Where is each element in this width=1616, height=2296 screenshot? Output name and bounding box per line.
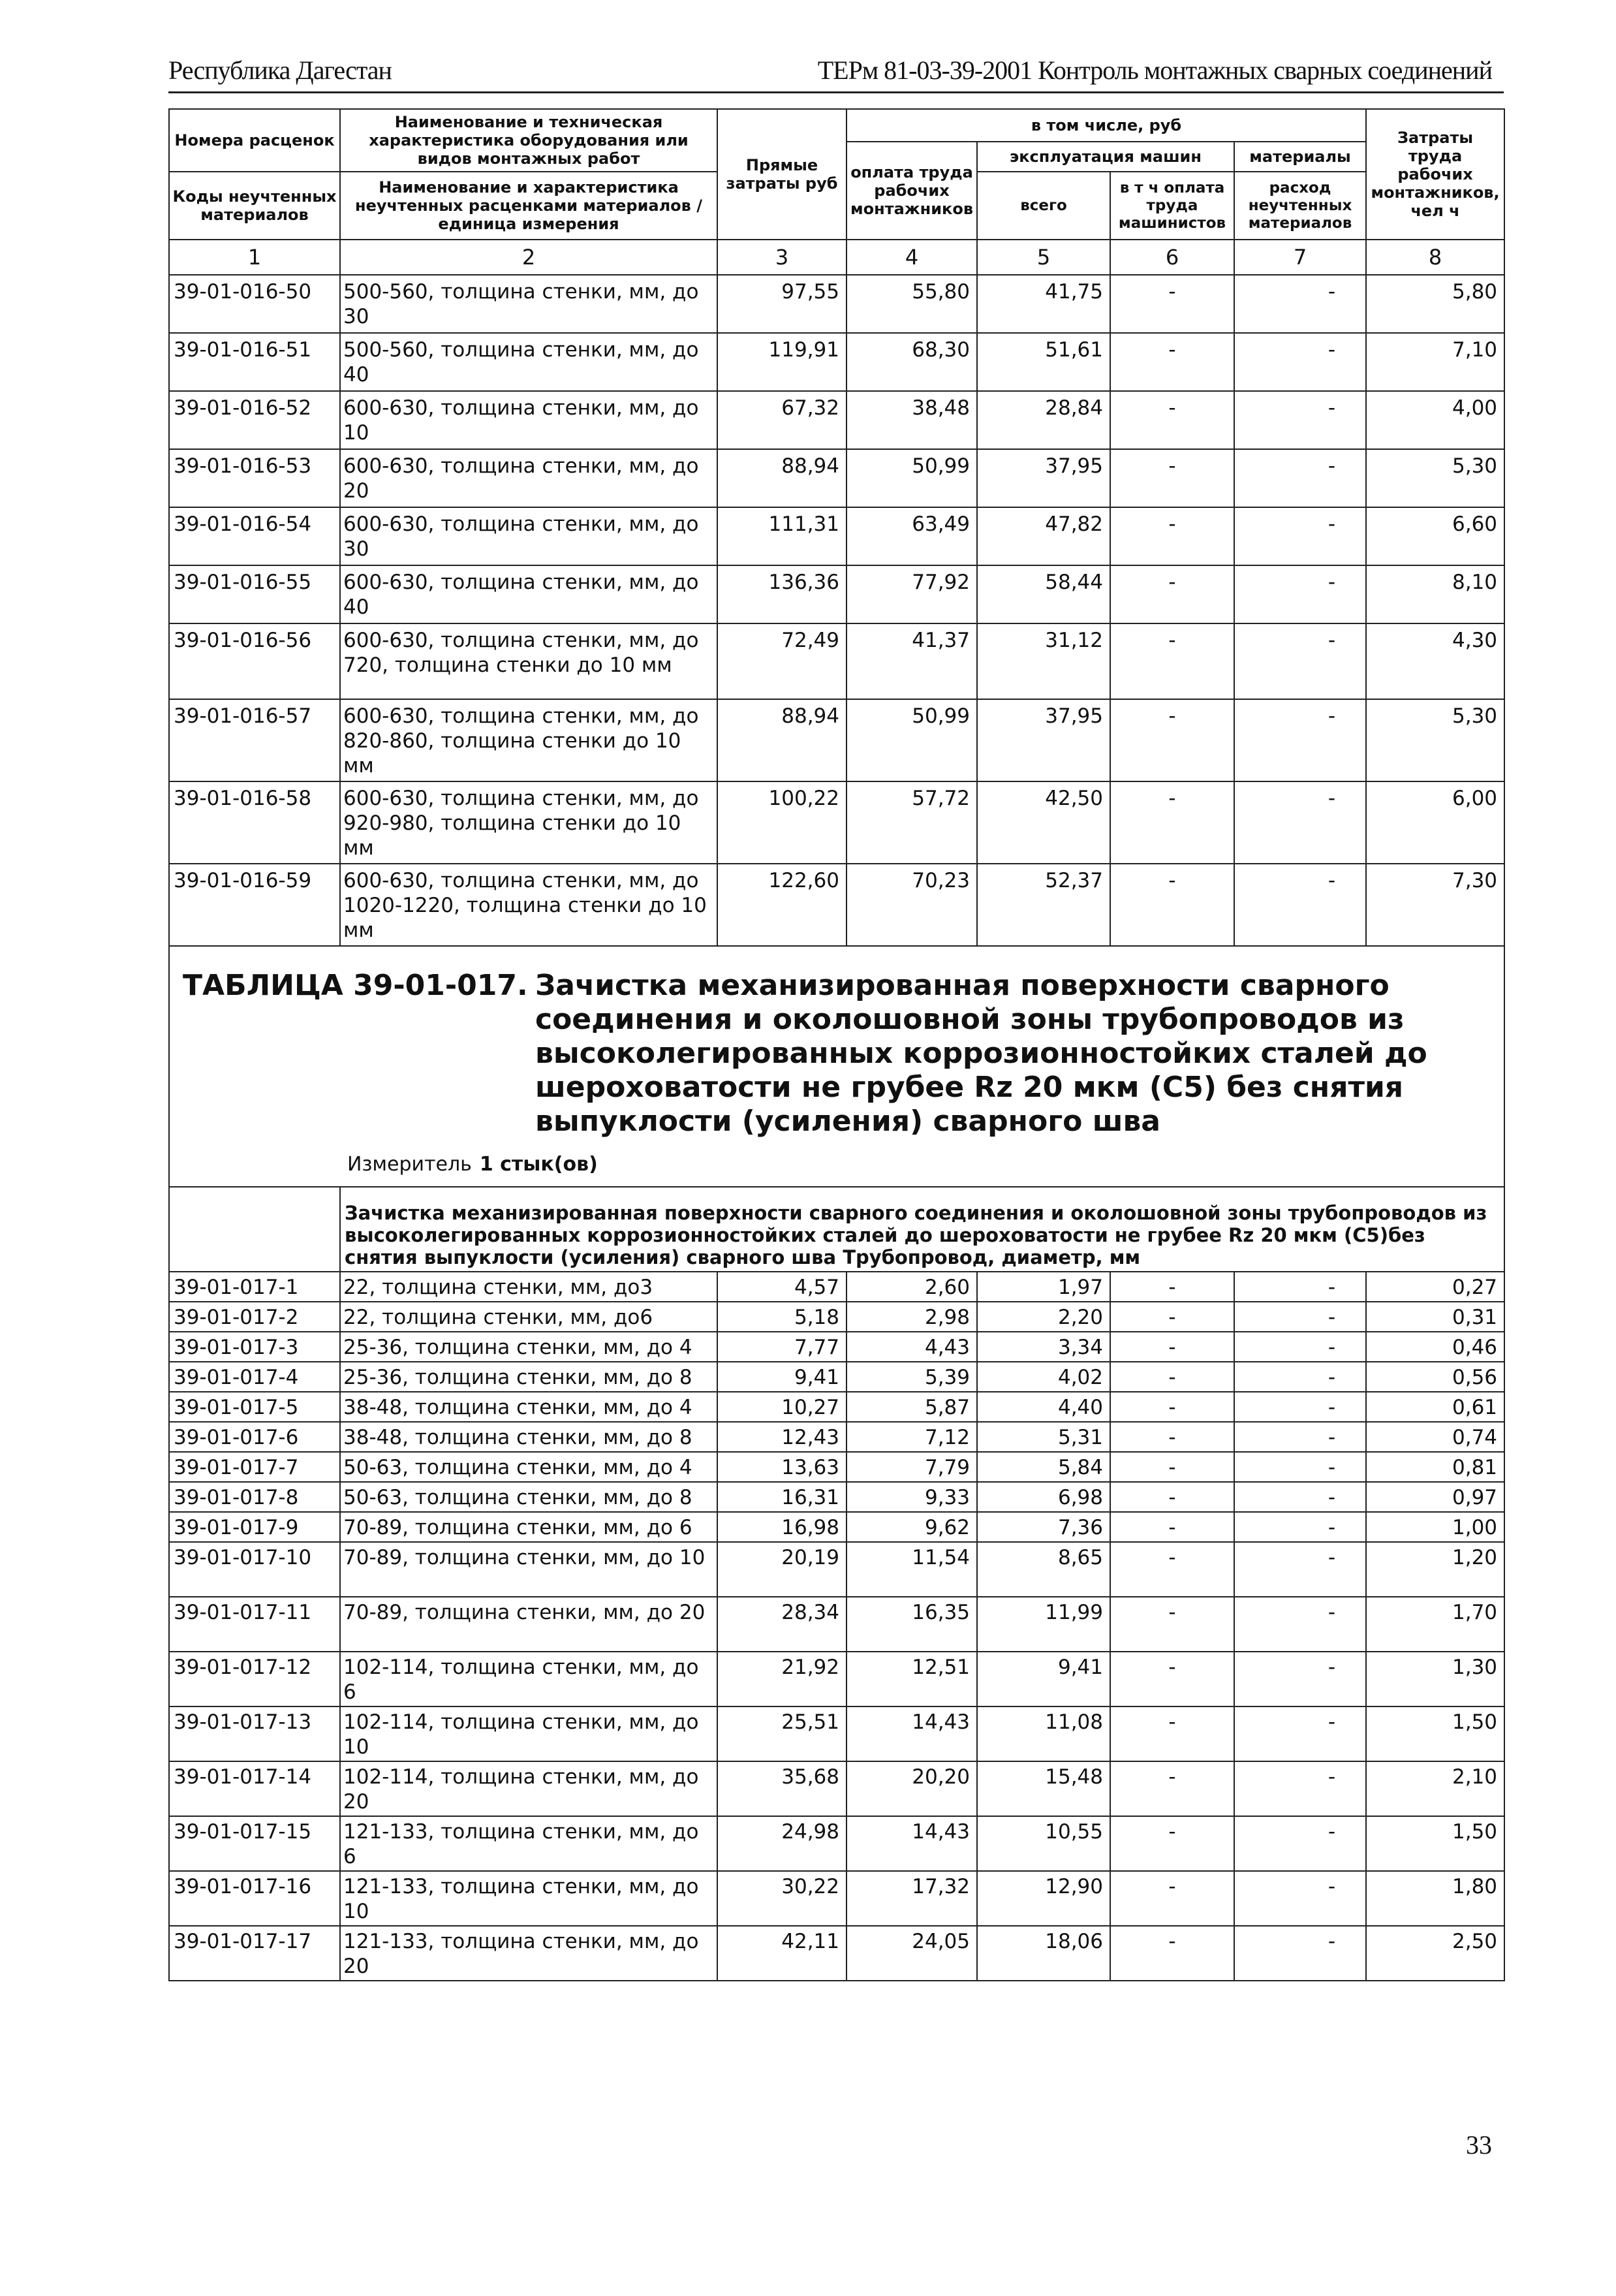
machinists-pay: - bbox=[1110, 623, 1234, 699]
labor-costs: 8,10 bbox=[1366, 565, 1504, 623]
labor-costs: 0,31 bbox=[1366, 1302, 1504, 1332]
worker-pay: 50,99 bbox=[847, 449, 977, 507]
table-row bbox=[169, 1926, 1504, 1981]
table-row bbox=[169, 1512, 1504, 1542]
machinists-pay: - bbox=[1110, 565, 1234, 623]
machinists-pay: - bbox=[1110, 1542, 1234, 1597]
machines-total: 5,84 bbox=[977, 1452, 1110, 1482]
work-description: 600-630, толщина стенки, мм, до 820-860, толщина стенки до 10 мм bbox=[340, 699, 717, 781]
rate-code: 39-01-017-12 bbox=[169, 1652, 340, 1706]
materials-consumption: - bbox=[1234, 781, 1366, 864]
work-description: 600-630, толщина стенки, мм, до 30 bbox=[340, 507, 717, 565]
direct-costs: 30,22 bbox=[717, 1871, 847, 1926]
direct-costs: 122,60 bbox=[717, 864, 847, 946]
machines-total: 37,95 bbox=[977, 449, 1110, 507]
work-description: 70-89, толщина стенки, мм, до 20 bbox=[340, 1597, 717, 1652]
direct-costs: 35,68 bbox=[717, 1761, 847, 1816]
direct-costs: 111,31 bbox=[717, 507, 847, 565]
table-row bbox=[169, 1302, 1504, 1332]
rate-code: 39-01-016-54 bbox=[169, 507, 340, 565]
table-row bbox=[169, 1482, 1504, 1512]
rate-code: 39-01-017-6 bbox=[169, 1422, 340, 1452]
direct-costs: 97,55 bbox=[717, 275, 847, 333]
worker-pay: 7,79 bbox=[847, 1452, 977, 1482]
table-row bbox=[169, 1452, 1504, 1482]
column-number: 2 bbox=[340, 240, 717, 275]
labor-costs: 0,61 bbox=[1366, 1392, 1504, 1422]
work-description: 121-133, толщина стенки, мм, до 20 bbox=[340, 1926, 717, 1981]
materials-consumption: - bbox=[1234, 391, 1366, 449]
direct-costs: 16,31 bbox=[717, 1482, 847, 1512]
machines-total: 11,99 bbox=[977, 1597, 1110, 1652]
machinists-pay: - bbox=[1110, 1926, 1234, 1981]
group-spacer bbox=[169, 1187, 340, 1272]
materials-consumption: - bbox=[1234, 1597, 1366, 1652]
machinists-pay: - bbox=[1110, 1332, 1234, 1362]
materials-consumption: - bbox=[1234, 449, 1366, 507]
machinists-pay: - bbox=[1110, 333, 1234, 391]
rate-code: 39-01-017-10 bbox=[169, 1542, 340, 1597]
measure-label: Измеритель bbox=[347, 1153, 472, 1176]
direct-costs: 10,27 bbox=[717, 1392, 847, 1422]
machines-header: эксплуатация машин bbox=[977, 142, 1234, 172]
table-row bbox=[169, 1272, 1504, 1302]
machines-total: 18,06 bbox=[977, 1926, 1110, 1981]
machinists-pay: - bbox=[1110, 1652, 1234, 1706]
labor-costs: 4,00 bbox=[1366, 391, 1504, 449]
rate-code: 39-01-017-7 bbox=[169, 1452, 340, 1482]
machines-total: 52,37 bbox=[977, 864, 1110, 946]
codes-header: Коды неучтенных материалов bbox=[169, 172, 340, 240]
labor-costs: 0,97 bbox=[1366, 1482, 1504, 1512]
materials-consumption: - bbox=[1234, 275, 1366, 333]
page-number: 33 bbox=[1466, 2130, 1492, 2160]
table-row bbox=[169, 449, 1504, 507]
work-description: 22, толщина стенки, мм, до3 bbox=[340, 1272, 717, 1302]
labor-costs: 1,30 bbox=[1366, 1652, 1504, 1706]
machinists-pay: - bbox=[1110, 1706, 1234, 1761]
worker-pay: 9,62 bbox=[847, 1512, 977, 1542]
labor-costs: 1,20 bbox=[1366, 1542, 1504, 1597]
table-row bbox=[169, 1816, 1504, 1871]
worker-pay: 11,54 bbox=[847, 1542, 977, 1597]
machines-total: 5,31 bbox=[977, 1422, 1110, 1452]
numbers-header: Номера расценок bbox=[169, 109, 340, 172]
labor-costs: 7,30 bbox=[1366, 864, 1504, 946]
column-number: 6 bbox=[1110, 240, 1234, 275]
rate-code: 39-01-017-11 bbox=[169, 1597, 340, 1652]
materials-consumption: - bbox=[1234, 1272, 1366, 1302]
table-row bbox=[169, 1597, 1504, 1652]
table-number: ТАБЛИЦА 39-01-017. bbox=[183, 969, 528, 1002]
work-description: 102-114, толщина стенки, мм, до 20 bbox=[340, 1761, 717, 1816]
direct-costs: 9,41 bbox=[717, 1362, 847, 1392]
materials-consumption: - bbox=[1234, 1452, 1366, 1482]
machinists-pay: - bbox=[1110, 449, 1234, 507]
direct-costs: 136,36 bbox=[717, 565, 847, 623]
materials-consumption: - bbox=[1234, 623, 1366, 699]
direct-costs-header: Прямые затраты руб bbox=[717, 109, 847, 240]
name-header: Наименование и техническая характеристика оборудования или видов монтажных работ bbox=[340, 109, 717, 172]
group-title: Зачистка механизированная поверхности сварного соединения и околошовной зоны трубопроводов из высоколегированных коррозионностойких сталей до шероховатости не грубее Rz 20 мкм (С5)без снятия выпуклости (усиления) сварного шва Трубопровод, диаметр, мм bbox=[340, 1187, 1504, 1272]
rate-code: 39-01-016-59 bbox=[169, 864, 340, 946]
labor-costs-header: Затраты труда рабочих монтажников, чел ч bbox=[1366, 109, 1504, 240]
rate-code: 39-01-017-1 bbox=[169, 1272, 340, 1302]
table-title bbox=[183, 969, 1491, 1139]
table-row bbox=[169, 275, 1504, 333]
direct-costs: 28,34 bbox=[717, 1597, 847, 1652]
table-row bbox=[169, 1422, 1504, 1452]
table-row bbox=[169, 1652, 1504, 1706]
worker-pay: 70,23 bbox=[847, 864, 977, 946]
machinists-pay: - bbox=[1110, 1871, 1234, 1926]
direct-costs: 42,11 bbox=[717, 1926, 847, 1981]
rate-code: 39-01-017-13 bbox=[169, 1706, 340, 1761]
machines-total: 2,20 bbox=[977, 1302, 1110, 1332]
worker-pay: 12,51 bbox=[847, 1652, 977, 1706]
machines-total: 4,02 bbox=[977, 1362, 1110, 1392]
rates-table-frame bbox=[168, 108, 1504, 1981]
work-description: 70-89, толщина стенки, мм, до 6 bbox=[340, 1512, 717, 1542]
machines-total: 31,12 bbox=[977, 623, 1110, 699]
direct-costs: 12,43 bbox=[717, 1422, 847, 1452]
materials-consumption: - bbox=[1234, 333, 1366, 391]
materials-consumption: - bbox=[1234, 1422, 1366, 1452]
materials-consumption: - bbox=[1234, 1512, 1366, 1542]
running-header-region: Республика Дагестан bbox=[168, 55, 392, 85]
machinists-pay: - bbox=[1110, 1272, 1234, 1302]
worker-pay: 16,35 bbox=[847, 1597, 977, 1652]
rate-code: 39-01-017-14 bbox=[169, 1761, 340, 1816]
rate-code: 39-01-017-16 bbox=[169, 1871, 340, 1926]
worker-pay: 77,92 bbox=[847, 565, 977, 623]
rate-code: 39-01-017-9 bbox=[169, 1512, 340, 1542]
running-header-document: ТЕРм 81-03-39-2001 Контроль монтажных сварных соединений bbox=[817, 55, 1492, 85]
machines-total: 58,44 bbox=[977, 565, 1110, 623]
column-number: 8 bbox=[1366, 240, 1504, 275]
worker-pay-header: оплата труда рабочих монтажников bbox=[847, 142, 977, 240]
work-description: 121-133, толщина стенки, мм, до 6 bbox=[340, 1816, 717, 1871]
work-description: 600-630, толщина стенки, мм, до 720, толщина стенки до 10 мм bbox=[340, 623, 717, 699]
machines-total: 28,84 bbox=[977, 391, 1110, 449]
worker-pay: 41,37 bbox=[847, 623, 977, 699]
worker-pay: 24,05 bbox=[847, 1926, 977, 1981]
direct-costs: 16,98 bbox=[717, 1512, 847, 1542]
materials-consumption: - bbox=[1234, 565, 1366, 623]
rate-code: 39-01-017-4 bbox=[169, 1362, 340, 1392]
rate-code: 39-01-016-55 bbox=[169, 565, 340, 623]
table-row bbox=[169, 1706, 1504, 1761]
name-sub-header: Наименование и характеристика неучтенных расценками материалов / единица измерения bbox=[340, 172, 717, 240]
materials-consumption: - bbox=[1234, 1926, 1366, 1981]
materials-sub-header: расход неучтенных материалов bbox=[1234, 172, 1366, 240]
machinists-pay: - bbox=[1110, 1597, 1234, 1652]
work-description: 121-133, толщина стенки, мм, до 10 bbox=[340, 1871, 717, 1926]
worker-pay: 5,39 bbox=[847, 1362, 977, 1392]
column-number: 5 bbox=[977, 240, 1110, 275]
measure-value: 1 стык(ов) bbox=[479, 1153, 598, 1176]
direct-costs: 100,22 bbox=[717, 781, 847, 864]
rows-39-01-016 bbox=[169, 275, 1504, 946]
table-row bbox=[169, 565, 1504, 623]
rate-code: 39-01-017-17 bbox=[169, 1926, 340, 1981]
worker-pay: 7,12 bbox=[847, 1422, 977, 1452]
machinists-pay: - bbox=[1110, 699, 1234, 781]
labor-costs: 5,80 bbox=[1366, 275, 1504, 333]
machines-total-header: всего bbox=[977, 172, 1110, 240]
worker-pay: 55,80 bbox=[847, 275, 977, 333]
table-header bbox=[169, 109, 1504, 275]
machinists-pay: - bbox=[1110, 1482, 1234, 1512]
table-row bbox=[169, 1761, 1504, 1816]
materials-consumption: - bbox=[1234, 507, 1366, 565]
materials-consumption: - bbox=[1234, 1761, 1366, 1816]
materials-consumption: - bbox=[1234, 1871, 1366, 1926]
direct-costs: 25,51 bbox=[717, 1706, 847, 1761]
materials-consumption: - bbox=[1234, 1706, 1366, 1761]
machines-total: 47,82 bbox=[977, 507, 1110, 565]
machinists-pay-header: в т ч оплата труда машинистов bbox=[1110, 172, 1234, 240]
machines-total: 42,50 bbox=[977, 781, 1110, 864]
worker-pay: 38,48 bbox=[847, 391, 977, 449]
labor-costs: 6,60 bbox=[1366, 507, 1504, 565]
table-row bbox=[169, 1392, 1504, 1422]
work-description: 500-560, толщина стенки, мм, до 30 bbox=[340, 275, 717, 333]
rate-code: 39-01-016-58 bbox=[169, 781, 340, 864]
worker-pay: 50,99 bbox=[847, 699, 977, 781]
worker-pay: 14,43 bbox=[847, 1816, 977, 1871]
machinists-pay: - bbox=[1110, 864, 1234, 946]
machines-total: 9,41 bbox=[977, 1652, 1110, 1706]
materials-consumption: - bbox=[1234, 1542, 1366, 1597]
direct-costs: 119,91 bbox=[717, 333, 847, 391]
materials-consumption: - bbox=[1234, 864, 1366, 946]
machines-total: 7,36 bbox=[977, 1512, 1110, 1542]
direct-costs: 88,94 bbox=[717, 449, 847, 507]
worker-pay: 57,72 bbox=[847, 781, 977, 864]
machinists-pay: - bbox=[1110, 781, 1234, 864]
rate-code: 39-01-016-52 bbox=[169, 391, 340, 449]
machines-total: 11,08 bbox=[977, 1706, 1110, 1761]
rate-code: 39-01-017-8 bbox=[169, 1482, 340, 1512]
work-description: 38-48, толщина стенки, мм, до 8 bbox=[340, 1422, 717, 1452]
work-description: 600-630, толщина стенки, мм, до 10 bbox=[340, 391, 717, 449]
work-description: 25-36, толщина стенки, мм, до 8 bbox=[340, 1362, 717, 1392]
table-row bbox=[169, 507, 1504, 565]
machinists-pay: - bbox=[1110, 1761, 1234, 1816]
table-row bbox=[169, 699, 1504, 781]
labor-costs: 0,46 bbox=[1366, 1332, 1504, 1362]
table-row bbox=[169, 781, 1504, 864]
table-row bbox=[169, 1542, 1504, 1597]
work-description: 600-630, толщина стенки, мм, до 20 bbox=[340, 449, 717, 507]
machines-total: 12,90 bbox=[977, 1871, 1110, 1926]
labor-costs: 1,50 bbox=[1366, 1706, 1504, 1761]
worker-pay: 4,43 bbox=[847, 1332, 977, 1362]
table-title-cell bbox=[169, 946, 1504, 1187]
direct-costs: 5,18 bbox=[717, 1302, 847, 1332]
direct-costs: 21,92 bbox=[717, 1652, 847, 1706]
worker-pay: 2,60 bbox=[847, 1272, 977, 1302]
work-description: 102-114, толщина стенки, мм, до 10 bbox=[340, 1706, 717, 1761]
direct-costs: 13,63 bbox=[717, 1452, 847, 1482]
machines-total: 51,61 bbox=[977, 333, 1110, 391]
labor-costs: 2,10 bbox=[1366, 1761, 1504, 1816]
labor-costs: 0,74 bbox=[1366, 1422, 1504, 1452]
work-description: 70-89, толщина стенки, мм, до 10 bbox=[340, 1542, 717, 1597]
materials-consumption: - bbox=[1234, 1302, 1366, 1332]
worker-pay: 63,49 bbox=[847, 507, 977, 565]
table-39-01-017-heading bbox=[169, 946, 1504, 1272]
direct-costs: 24,98 bbox=[717, 1816, 847, 1871]
column-number: 4 bbox=[847, 240, 977, 275]
worker-pay: 17,32 bbox=[847, 1871, 977, 1926]
labor-costs: 5,30 bbox=[1366, 449, 1504, 507]
machinists-pay: - bbox=[1110, 1512, 1234, 1542]
worker-pay: 20,20 bbox=[847, 1761, 977, 1816]
column-number: 1 bbox=[169, 240, 340, 275]
column-number: 3 bbox=[717, 240, 847, 275]
rate-code: 39-01-017-15 bbox=[169, 1816, 340, 1871]
column-number: 7 bbox=[1234, 240, 1366, 275]
work-description: 600-630, толщина стенки, мм, до 1020-1220, толщина стенки до 10 мм bbox=[340, 864, 717, 946]
table-caption: Зачистка механизированная поверхности сварного соединения и околошовной зоны трубопроводов из высоколегированных коррозионностойких сталей до шероховатости не грубее Rz 20 мкм (С5) без снятия выпуклости (усиления) сварного шва bbox=[535, 969, 1427, 1138]
machines-total: 41,75 bbox=[977, 275, 1110, 333]
direct-costs: 67,32 bbox=[717, 391, 847, 449]
labor-costs: 1,00 bbox=[1366, 1512, 1504, 1542]
labor-costs: 1,50 bbox=[1366, 1816, 1504, 1871]
machinists-pay: - bbox=[1110, 1452, 1234, 1482]
rate-code: 39-01-016-53 bbox=[169, 449, 340, 507]
worker-pay: 68,30 bbox=[847, 333, 977, 391]
direct-costs: 88,94 bbox=[717, 699, 847, 781]
rate-code: 39-01-017-2 bbox=[169, 1302, 340, 1332]
machinists-pay: - bbox=[1110, 1302, 1234, 1332]
rate-code: 39-01-017-3 bbox=[169, 1332, 340, 1362]
direct-costs: 72,49 bbox=[717, 623, 847, 699]
materials-consumption: - bbox=[1234, 1332, 1366, 1362]
machines-total: 6,98 bbox=[977, 1482, 1110, 1512]
rate-code: 39-01-016-56 bbox=[169, 623, 340, 699]
rate-code: 39-01-016-50 bbox=[169, 275, 340, 333]
labor-costs: 1,70 bbox=[1366, 1597, 1504, 1652]
worker-pay: 14,43 bbox=[847, 1706, 977, 1761]
work-description: 50-63, толщина стенки, мм, до 8 bbox=[340, 1482, 717, 1512]
work-description: 600-630, толщина стенки, мм, до 40 bbox=[340, 565, 717, 623]
table-row bbox=[169, 333, 1504, 391]
labor-costs: 6,00 bbox=[1366, 781, 1504, 864]
direct-costs: 7,77 bbox=[717, 1332, 847, 1362]
machines-total: 37,95 bbox=[977, 699, 1110, 781]
materials-consumption: - bbox=[1234, 1362, 1366, 1392]
machinists-pay: - bbox=[1110, 1422, 1234, 1452]
machines-total: 1,97 bbox=[977, 1272, 1110, 1302]
direct-costs: 20,19 bbox=[717, 1542, 847, 1597]
table-row bbox=[169, 1362, 1504, 1392]
machinists-pay: - bbox=[1110, 507, 1234, 565]
work-description: 102-114, толщина стенки, мм, до 6 bbox=[340, 1652, 717, 1706]
labor-costs: 0,27 bbox=[1366, 1272, 1504, 1302]
work-description: 50-63, толщина стенки, мм, до 4 bbox=[340, 1452, 717, 1482]
worker-pay: 9,33 bbox=[847, 1482, 977, 1512]
table-row bbox=[169, 623, 1504, 699]
materials-consumption: - bbox=[1234, 1392, 1366, 1422]
machines-total: 15,48 bbox=[977, 1761, 1110, 1816]
machinists-pay: - bbox=[1110, 1392, 1234, 1422]
rate-code: 39-01-016-51 bbox=[169, 333, 340, 391]
rates-table bbox=[168, 108, 1505, 1981]
materials-consumption: - bbox=[1234, 699, 1366, 781]
materials-consumption: - bbox=[1234, 1482, 1366, 1512]
machines-total: 10,55 bbox=[977, 1816, 1110, 1871]
rows-39-01-017 bbox=[169, 1272, 1504, 1981]
column-numbers-row bbox=[169, 240, 1504, 275]
labor-costs: 2,50 bbox=[1366, 1926, 1504, 1981]
work-description: 22, толщина стенки, мм, до6 bbox=[340, 1302, 717, 1332]
machines-total: 8,65 bbox=[977, 1542, 1110, 1597]
work-description: 600-630, толщина стенки, мм, до 920-980, толщина стенки до 10 мм bbox=[340, 781, 717, 864]
direct-costs: 4,57 bbox=[717, 1272, 847, 1302]
header-rule bbox=[168, 91, 1504, 93]
work-description: 500-560, толщина стенки, мм, до 40 bbox=[340, 333, 717, 391]
labor-costs: 5,30 bbox=[1366, 699, 1504, 781]
materials-consumption: - bbox=[1234, 1652, 1366, 1706]
materials-consumption: - bbox=[1234, 1816, 1366, 1871]
measure-line bbox=[183, 1153, 1491, 1176]
rate-code: 39-01-017-5 bbox=[169, 1392, 340, 1422]
machinists-pay: - bbox=[1110, 1816, 1234, 1871]
materials-header: материалы bbox=[1234, 142, 1366, 172]
machinists-pay: - bbox=[1110, 1362, 1234, 1392]
labor-costs: 1,80 bbox=[1366, 1871, 1504, 1926]
table-row bbox=[169, 1332, 1504, 1362]
work-description: 38-48, толщина стенки, мм, до 4 bbox=[340, 1392, 717, 1422]
labor-costs: 0,81 bbox=[1366, 1452, 1504, 1482]
machinists-pay: - bbox=[1110, 391, 1234, 449]
table-row bbox=[169, 391, 1504, 449]
labor-costs: 0,56 bbox=[1366, 1362, 1504, 1392]
table-row bbox=[169, 864, 1504, 946]
machines-total: 3,34 bbox=[977, 1332, 1110, 1362]
worker-pay: 5,87 bbox=[847, 1392, 977, 1422]
machines-total: 4,40 bbox=[977, 1392, 1110, 1422]
labor-costs: 4,30 bbox=[1366, 623, 1504, 699]
worker-pay: 2,98 bbox=[847, 1302, 977, 1332]
labor-costs: 7,10 bbox=[1366, 333, 1504, 391]
work-description: 25-36, толщина стенки, мм, до 4 bbox=[340, 1332, 717, 1362]
table-row bbox=[169, 1871, 1504, 1926]
rate-code: 39-01-016-57 bbox=[169, 699, 340, 781]
machinists-pay: - bbox=[1110, 275, 1234, 333]
including-header: в том числе, руб bbox=[847, 109, 1366, 142]
